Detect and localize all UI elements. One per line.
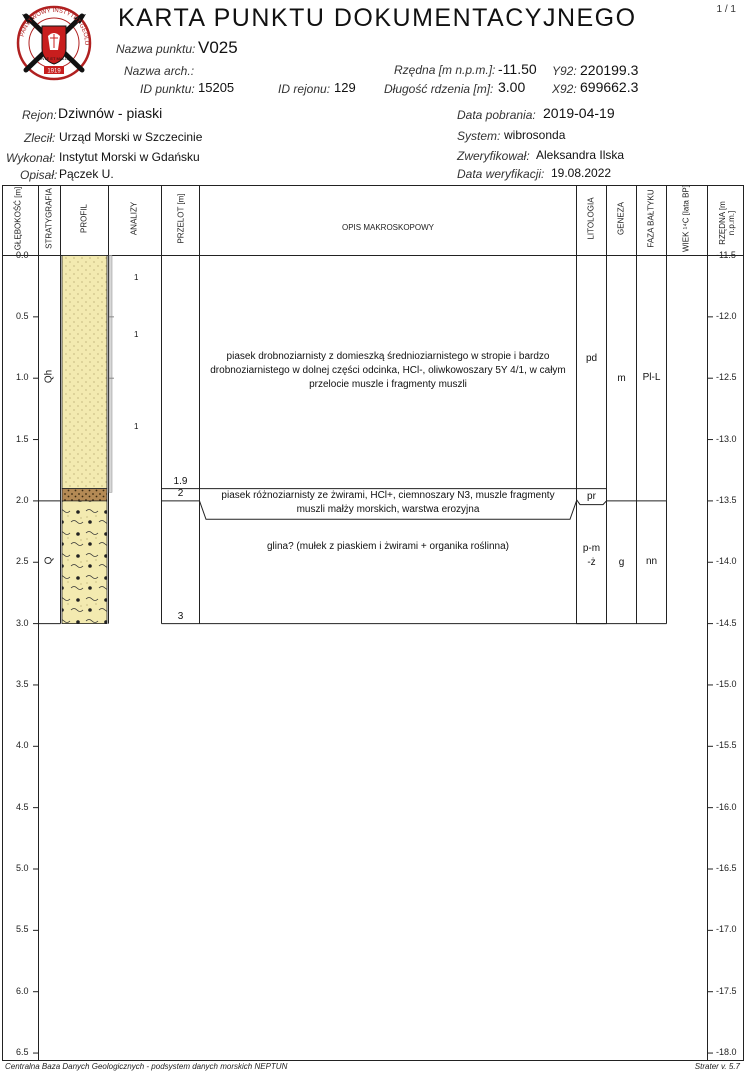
rzedna-value: -11.50: [498, 61, 537, 77]
rejon-value: Dziwnów - piaski: [58, 105, 163, 121]
system-value: wibrosonda: [504, 128, 566, 142]
depth-tick-label: 2.5: [16, 556, 29, 567]
id-punktu-value: 15205: [198, 80, 235, 95]
wykonal-label: Wykonał:: [6, 151, 56, 165]
zweryfikowal-label: Zweryfikował:: [457, 149, 530, 163]
col-header-profil: PROFIL: [79, 204, 89, 233]
col-header-opis: OPIS MAKROSKOPOWY: [341, 223, 434, 232]
elevation-tick-label: -13.5: [716, 494, 737, 505]
layer-description: glina? (mułek z piaskiem i żwirami + organika roślinna): [266, 541, 510, 553]
depth-tick-label: 3.5: [16, 678, 29, 689]
col-header-rzedna: RZĘDNA [m n.p.m.]: [718, 201, 736, 245]
footer-version: Strater v. 5.7: [694, 1062, 740, 1071]
col-header-litologia: LITOLOGIA: [586, 197, 596, 240]
zlecil-label: Zlecił:: [24, 131, 56, 145]
id-rejonu-label: ID rejonu:: [278, 82, 331, 96]
col-header-przelot: PRZELOT [m]: [176, 193, 186, 244]
x92-label: X92:: [552, 82, 577, 96]
depth-tick-label: 4.0: [16, 740, 29, 751]
baltic-phase-code: nn: [645, 556, 658, 568]
depth-tick-label: 4.5: [16, 801, 29, 812]
opisal-label: Opisał:: [20, 168, 58, 182]
opisal-value: Pączek U.: [59, 167, 114, 181]
dlugosc-label: Długość rdzenia [m]:: [384, 82, 494, 96]
elevation-tick-label: -15.0: [716, 678, 737, 689]
elevation-tick-label: -13.0: [716, 433, 737, 444]
elevation-tick-label: -17.0: [716, 924, 737, 935]
elevation-tick-label: -12.0: [716, 310, 737, 321]
data-weryfikacji-value: 19.08.2022: [551, 166, 612, 180]
svg-text:PAŃSTWOWY INSTYTUT GEOLOGICZNY: PAŃSTWOWY INSTYTUT GEOLO: [19, 7, 90, 46]
przelot-value: 3: [177, 610, 184, 622]
data-pobrania-value: 2019-04-19: [543, 105, 615, 121]
lithology-code: p-m -ż: [582, 543, 601, 569]
analysis-marker: 1: [134, 422, 139, 432]
nazwa-punktu-value: V025: [198, 38, 238, 57]
col-header-geneza: GENEZA: [616, 202, 626, 235]
layer-description: piasek drobnoziarnisty z domieszką średnioziarnistego w stropie i bardzo drobnoziarnistego w dolnej części odcinka, HCl-, oliwkowoszary 5Y 4/1, w całym przelocie muszle i fragmenty muszli: [210, 351, 566, 391]
y92-label: Y92:: [552, 64, 577, 78]
rzedna-label: Rzędna [m n.p.m.]:: [394, 63, 496, 77]
baltic-phase-code: Pl-L: [642, 372, 661, 384]
data-weryfikacji-label: Data weryfikacji:: [457, 167, 545, 181]
analyses-sample-bar: [109, 256, 112, 493]
depth-tick-label: 6.0: [16, 985, 29, 996]
przelot-value: 1.9: [173, 475, 188, 487]
col-header-glebokosc: GŁĘBOKOŚĆ [m]: [13, 186, 23, 251]
elevation-tick-label: -14.0: [716, 556, 737, 567]
profile-layer: [62, 501, 107, 624]
data-pobrania-label: Data pobrania:: [457, 108, 536, 122]
elevation-tick-label: -18.0: [716, 1047, 737, 1058]
nazwa-arch-label: Nazwa arch.:: [124, 64, 195, 78]
system-label: System:: [457, 129, 501, 143]
depth-tick-label: 1.5: [16, 433, 29, 444]
col-header-analizy: ANALIZY: [129, 201, 139, 236]
depth-tick-label: 6.5: [16, 1047, 29, 1058]
lithology-code: pr: [587, 490, 596, 502]
footer-source: Centralna Baza Danych Geologicznych - podsystem danych morskich NEPTUN: [5, 1062, 288, 1071]
profile-layer: [62, 489, 107, 501]
elevation-tick-label: -14.5: [716, 617, 737, 628]
depth-tick-label: 3.0: [16, 617, 29, 628]
zweryfikowal-value: Aleksandra Ilska: [536, 148, 625, 162]
genesis-code: m: [617, 373, 626, 385]
elevation-tick-label: -16.5: [716, 863, 737, 873]
stratigraphy-label: Qh: [43, 370, 55, 384]
id-rejonu-value: 129: [334, 80, 356, 95]
genesis-code: g: [618, 557, 625, 569]
nazwa-punktu-label: Nazwa punktu:: [116, 42, 196, 56]
depth-tick-label: 2.0: [16, 494, 29, 505]
elevation-tick-label: -12.5: [716, 372, 737, 383]
depth-tick-label: 0.5: [16, 310, 29, 321]
analysis-marker: 1: [134, 272, 139, 282]
dlugosc-value: 3.00: [498, 79, 526, 95]
elevation-tick-label: -16.0: [716, 801, 737, 812]
page-number: 1 / 1: [716, 4, 736, 15]
depth-tick-label: 0.0: [16, 249, 29, 260]
depth-tick-label: 1.0: [16, 372, 29, 383]
elevation-tick-label: -17.5: [716, 985, 737, 996]
col-header-wiek: WIEK ¹⁴C [lata BP]: [681, 185, 691, 253]
elevation-tick-label: -11.5: [716, 249, 736, 260]
depth-tick-label: 5.0: [16, 863, 29, 873]
analysis-marker: 1: [134, 330, 139, 340]
col-header-stratygrafia: STRATYGRAFIA: [44, 188, 54, 249]
y92-value: 220199.3: [580, 62, 639, 78]
page-title: KARTA PUNKTU DOKUMENTACYJNEGO: [118, 4, 637, 32]
lithology-code: pd: [585, 353, 598, 365]
svg-text:MENTE ET MALLEO: MENTE ET MALLEO: [35, 56, 73, 61]
profile-layer: [62, 256, 107, 489]
elevation-tick-label: -15.5: [716, 740, 737, 751]
depth-tick-label: 5.5: [16, 924, 29, 935]
col-header-faza: FAZA BAŁTYKU: [646, 189, 656, 248]
przelot-value: 2: [177, 487, 184, 499]
wykonal-value: Instytut Morski w Gdańsku: [59, 150, 200, 164]
layer-description: piasek różnoziarnisty ze żwirami, HCl+, ciemnoszary N3, muszle fragmenty muszli małży morskich, warstwa erozyjna: [221, 489, 555, 515]
rejon-label: Rejon:: [22, 108, 57, 122]
x92-value: 699662.3: [580, 79, 639, 95]
zlecil-value: Urząd Morski w Szczecinie: [59, 130, 203, 144]
svg-text:1919: 1919: [47, 68, 61, 75]
stratigraphy-label: Q: [43, 556, 55, 565]
id-punktu-label: ID punktu:: [140, 82, 195, 96]
